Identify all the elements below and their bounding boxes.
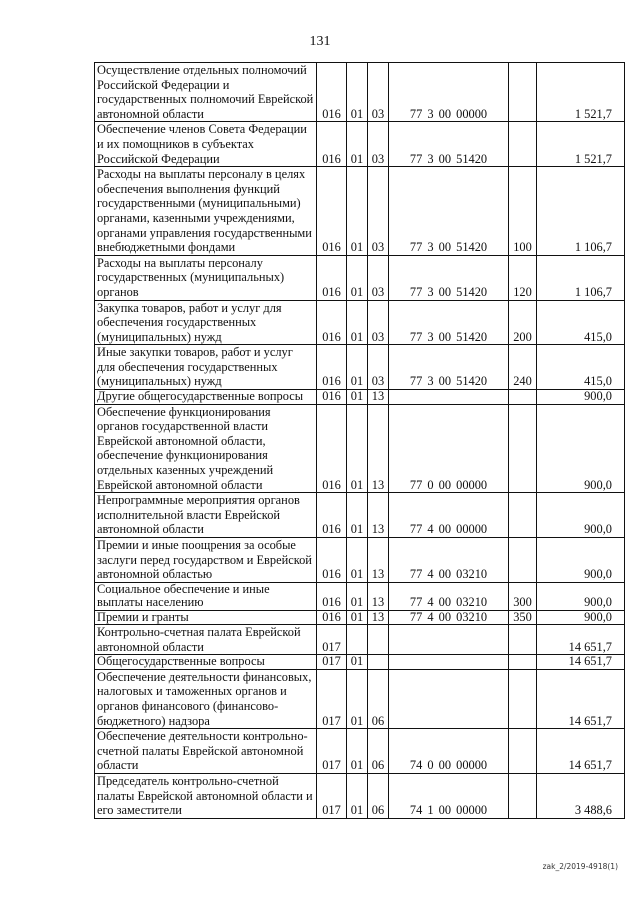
ministry-code: 017 [317, 655, 347, 670]
subsection-code: 13 [368, 582, 389, 610]
program-code: 74 0 00 00000 [389, 729, 509, 774]
subsection-code: 03 [368, 300, 389, 345]
expense-type-code: 240 [509, 345, 537, 390]
row-name: Осуществление отдельных полномочий Российской Федерации и государственных полномочий Еврейской автономной области [95, 63, 317, 122]
row-name: Премии и иные поощрения за особые заслуги перед государством и Еврейской автономной областью [95, 537, 317, 582]
row-name: Премии и гранты [95, 610, 317, 625]
section-code: 01 [347, 493, 368, 538]
section-code: 01 [347, 390, 368, 405]
row-name: Обеспечение деятельности финансовых, налоговых и таможенных органов и органов финансового (финансово-бюджетного) надзора [95, 669, 317, 728]
row-name: Закупка товаров, работ и услуг для обеспечения государственных (муниципальных) нужд [95, 300, 317, 345]
ministry-code: 016 [317, 300, 347, 345]
subsection-code: 13 [368, 404, 389, 493]
row-amount: 900,0 [537, 404, 625, 493]
program-code [389, 390, 509, 405]
section-code: 01 [347, 63, 368, 122]
program-code: 77 3 00 51420 [389, 255, 509, 300]
row-amount: 900,0 [537, 610, 625, 625]
expense-type-code [509, 774, 537, 819]
row-name: Социальное обеспечение и иные выплаты населению [95, 582, 317, 610]
expense-type-code: 350 [509, 610, 537, 625]
row-amount: 14 651,7 [537, 729, 625, 774]
subsection-code: 03 [368, 167, 389, 256]
page-number: 131 [309, 34, 331, 49]
section-code: 01 [347, 122, 368, 167]
section-code: 01 [347, 404, 368, 493]
row-amount: 415,0 [537, 345, 625, 390]
table-row [95, 537, 625, 582]
expense-type-code [509, 390, 537, 405]
row-amount: 1 106,7 [537, 167, 625, 256]
program-code: 77 3 00 51420 [389, 300, 509, 345]
row-name: Обеспечение функционирования органов государственной власти Еврейской автономной области, обеспечение функционирования отдельных казенных учреждений Еврейской автономной области [95, 404, 317, 493]
program-code: 74 1 00 00000 [389, 774, 509, 819]
table-row [95, 255, 625, 300]
table-row [95, 582, 625, 610]
row-name: Иные закупки товаров, работ и услуг для обеспечения государственных (муниципальных) нужд [95, 345, 317, 390]
ministry-code: 016 [317, 63, 347, 122]
section-code: 01 [347, 610, 368, 625]
subsection-code: 03 [368, 255, 389, 300]
row-name: Общегосударственные вопросы [95, 655, 317, 670]
section-code: 01 [347, 774, 368, 819]
table-row [95, 345, 625, 390]
ministry-code: 016 [317, 610, 347, 625]
table-row [95, 655, 625, 670]
row-name: Обеспечение деятельности контрольно-счетной палаты Еврейской автономной области [95, 729, 317, 774]
ministry-code: 017 [317, 729, 347, 774]
document-stamp: zak_2/2019-4918(1) [542, 862, 618, 871]
program-code [389, 625, 509, 655]
row-name: Другие общегосударственные вопросы [95, 390, 317, 405]
section-code: 01 [347, 729, 368, 774]
budget-table [94, 62, 625, 819]
expense-type-code [509, 537, 537, 582]
ministry-code: 016 [317, 390, 347, 405]
expense-type-code [509, 493, 537, 538]
row-name: Расходы на выплаты персоналу в целях обеспечения выполнения функций государственными (муниципальными) органами, казенными учреждениями, органами управления государственными внебюджетными фондами [95, 167, 317, 256]
ministry-code: 016 [317, 345, 347, 390]
row-amount: 900,0 [537, 493, 625, 538]
subsection-code: 13 [368, 537, 389, 582]
section-code: 01 [347, 345, 368, 390]
expense-type-code [509, 729, 537, 774]
program-code: 77 3 00 51420 [389, 345, 509, 390]
program-code: 77 4 00 03210 [389, 582, 509, 610]
program-code [389, 669, 509, 728]
row-amount: 14 651,7 [537, 655, 625, 670]
expense-type-code [509, 122, 537, 167]
program-code: 77 3 00 51420 [389, 122, 509, 167]
program-code: 77 3 00 00000 [389, 63, 509, 122]
row-amount: 900,0 [537, 582, 625, 610]
table-row [95, 493, 625, 538]
table-row [95, 729, 625, 774]
table-row [95, 63, 625, 122]
section-code: 01 [347, 300, 368, 345]
table-row [95, 122, 625, 167]
subsection-code: 06 [368, 669, 389, 728]
expense-type-code [509, 625, 537, 655]
ministry-code: 016 [317, 582, 347, 610]
table-row [95, 390, 625, 405]
row-name: Контрольно-счетная палата Еврейской автономной области [95, 625, 317, 655]
ministry-code: 017 [317, 625, 347, 655]
table-row [95, 300, 625, 345]
program-code [389, 655, 509, 670]
section-code [347, 625, 368, 655]
section-code: 01 [347, 655, 368, 670]
row-amount: 415,0 [537, 300, 625, 345]
section-code: 01 [347, 167, 368, 256]
subsection-code: 03 [368, 345, 389, 390]
program-code: 77 3 00 51420 [389, 167, 509, 256]
expense-type-code [509, 669, 537, 728]
subsection-code: 13 [368, 493, 389, 538]
expense-type-code: 300 [509, 582, 537, 610]
section-code: 01 [347, 255, 368, 300]
ministry-code: 017 [317, 669, 347, 728]
program-code: 77 4 00 03210 [389, 610, 509, 625]
subsection-code: 06 [368, 774, 389, 819]
table-row [95, 404, 625, 493]
table-row [95, 167, 625, 256]
row-amount: 900,0 [537, 390, 625, 405]
expense-type-code [509, 404, 537, 493]
expense-type-code: 200 [509, 300, 537, 345]
ministry-code: 016 [317, 167, 347, 256]
table-row [95, 610, 625, 625]
row-amount: 1 106,7 [537, 255, 625, 300]
row-amount: 14 651,7 [537, 625, 625, 655]
program-code: 77 4 00 03210 [389, 537, 509, 582]
subsection-code [368, 655, 389, 670]
section-code: 01 [347, 669, 368, 728]
program-code: 77 4 00 00000 [389, 493, 509, 538]
subsection-code: 13 [368, 610, 389, 625]
ministry-code: 016 [317, 537, 347, 582]
row-amount: 14 651,7 [537, 669, 625, 728]
table-row [95, 669, 625, 728]
ministry-code: 016 [317, 404, 347, 493]
row-name: Председатель контрольно-счетной палаты Еврейской автономной области и его заместители [95, 774, 317, 819]
expense-type-code: 100 [509, 167, 537, 256]
row-name: Обеспечение членов Совета Федерации и их помощников в субъектах Российской Федерации [95, 122, 317, 167]
row-amount: 1 521,7 [537, 122, 625, 167]
row-amount: 3 488,6 [537, 774, 625, 819]
expense-type-code: 120 [509, 255, 537, 300]
expense-type-code [509, 655, 537, 670]
ministry-code: 016 [317, 493, 347, 538]
row-name: Непрограммные мероприятия органов исполнительной власти Еврейской автономной области [95, 493, 317, 538]
program-code: 77 0 00 00000 [389, 404, 509, 493]
section-code: 01 [347, 582, 368, 610]
table-row [95, 774, 625, 819]
row-amount: 1 521,7 [537, 63, 625, 122]
subsection-code [368, 625, 389, 655]
subsection-code: 13 [368, 390, 389, 405]
ministry-code: 016 [317, 122, 347, 167]
expense-type-code [509, 63, 537, 122]
table-row [95, 625, 625, 655]
subsection-code: 03 [368, 63, 389, 122]
ministry-code: 017 [317, 774, 347, 819]
row-amount: 900,0 [537, 537, 625, 582]
section-code: 01 [347, 537, 368, 582]
subsection-code: 06 [368, 729, 389, 774]
row-name: Расходы на выплаты персоналу государственных (муниципальных) органов [95, 255, 317, 300]
subsection-code: 03 [368, 122, 389, 167]
ministry-code: 016 [317, 255, 347, 300]
